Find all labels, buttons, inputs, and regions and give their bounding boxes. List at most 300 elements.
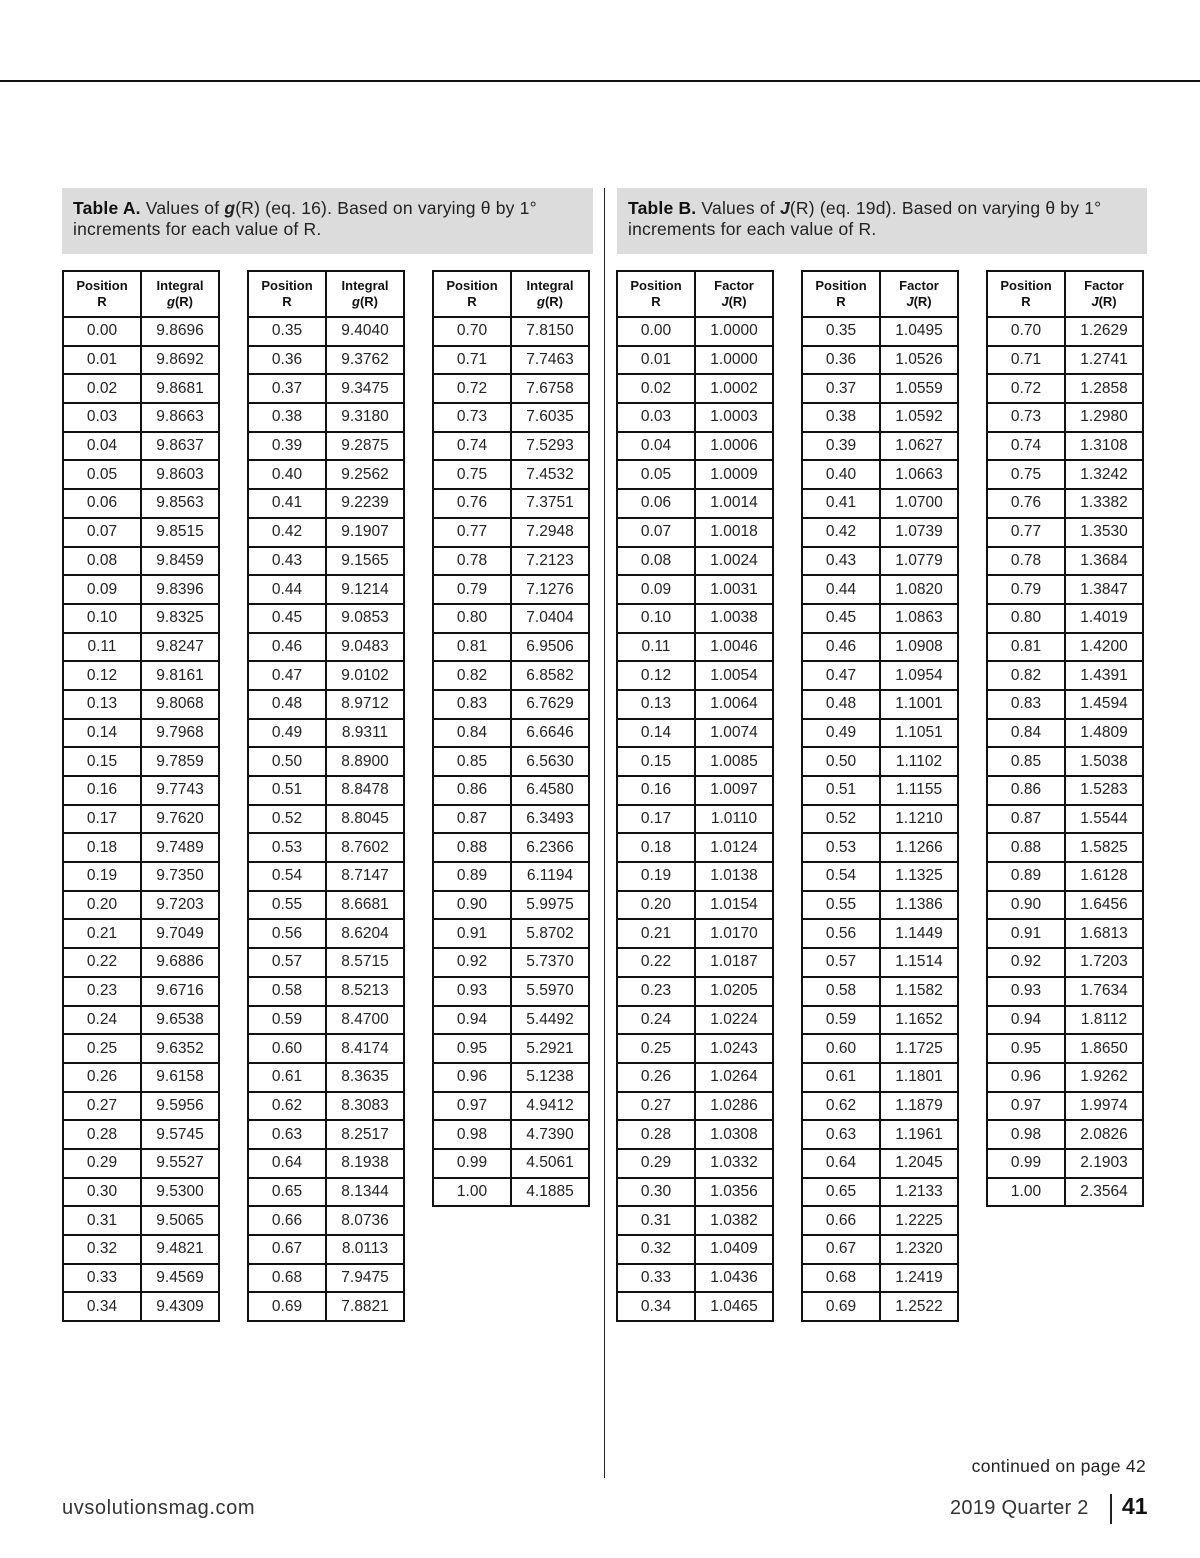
- caption-variable: g: [224, 198, 236, 218]
- position-cell: 0.83: [433, 690, 511, 719]
- position-cell: 0.22: [617, 948, 695, 977]
- table-row: [802, 518, 958, 547]
- table-a-label: Table A.: [73, 198, 141, 218]
- position-cell: 0.85: [987, 747, 1065, 776]
- value-cell: 1.0332: [695, 1149, 773, 1178]
- position-cell: 0.13: [617, 690, 695, 719]
- position-cell: 0.94: [433, 1006, 511, 1035]
- table-row: [433, 1149, 589, 1178]
- value-cell: 8.0113: [326, 1235, 404, 1264]
- value-cell: 7.6758: [511, 374, 589, 403]
- value-cell: 1.6128: [1065, 862, 1143, 891]
- value-cell: 9.5065: [141, 1206, 219, 1235]
- table-row: [248, 1292, 404, 1321]
- position-cell: 0.54: [248, 862, 326, 891]
- value-cell: 5.5970: [511, 977, 589, 1006]
- table-row: [63, 1120, 219, 1149]
- value-cell: 7.6035: [511, 403, 589, 432]
- value-cell: 1.0592: [880, 403, 958, 432]
- position-cell: 0.61: [248, 1063, 326, 1092]
- table-row: [802, 1006, 958, 1035]
- position-cell: 0.77: [433, 518, 511, 547]
- position-cell: 0.04: [63, 432, 141, 461]
- table-a-caption: [62, 188, 593, 254]
- value-cell: 7.7463: [511, 346, 589, 375]
- table-row: [248, 489, 404, 518]
- value-cell: 9.2239: [326, 489, 404, 518]
- table-row: [433, 948, 589, 977]
- value-cell: 8.8478: [326, 776, 404, 805]
- table-row: [63, 489, 219, 518]
- value-cell: 1.2045: [880, 1149, 958, 1178]
- table-row: [248, 747, 404, 776]
- value-cell: 9.7968: [141, 719, 219, 748]
- factor-header: Factor J(R): [695, 271, 773, 317]
- table-row: [802, 891, 958, 920]
- table-row: [617, 633, 773, 662]
- table-row: [802, 1120, 958, 1149]
- table-row: [433, 690, 589, 719]
- table-row: [987, 633, 1143, 662]
- value-cell: 9.0853: [326, 604, 404, 633]
- table-row: [248, 805, 404, 834]
- table-a-part-2: [247, 270, 405, 1322]
- value-cell: 1.5283: [1065, 776, 1143, 805]
- position-cell: 0.51: [802, 776, 880, 805]
- position-cell: 0.72: [987, 374, 1065, 403]
- table-row: [617, 776, 773, 805]
- table-row: [617, 1235, 773, 1264]
- position-cell: 1.00: [987, 1178, 1065, 1207]
- value-cell: 1.0000: [695, 346, 773, 375]
- position-cell: 0.69: [802, 1292, 880, 1321]
- table-row: [63, 1178, 219, 1207]
- value-cell: 9.0483: [326, 633, 404, 662]
- position-cell: 0.99: [987, 1149, 1065, 1178]
- value-cell: 7.9475: [326, 1264, 404, 1293]
- table-row: [63, 891, 219, 920]
- position-cell: 0.12: [63, 661, 141, 690]
- table-row: [248, 317, 404, 346]
- table-row: [617, 1034, 773, 1063]
- table-row: [248, 833, 404, 862]
- table-row: [248, 575, 404, 604]
- table-row: [248, 1149, 404, 1178]
- table-row: [617, 948, 773, 977]
- position-cell: 0.38: [802, 403, 880, 432]
- table-row: [802, 719, 958, 748]
- position-cell: 0.52: [802, 805, 880, 834]
- table-row: [248, 460, 404, 489]
- position-cell: 0.92: [987, 948, 1065, 977]
- value-cell: 1.0286: [695, 1092, 773, 1121]
- caption-variable: J: [779, 198, 790, 218]
- table-row: [987, 1149, 1143, 1178]
- value-cell: 9.1907: [326, 518, 404, 547]
- position-cell: 0.98: [433, 1120, 511, 1149]
- table-row: [248, 518, 404, 547]
- value-cell: 1.7634: [1065, 977, 1143, 1006]
- value-cell: 8.6204: [326, 919, 404, 948]
- table-row: [433, 346, 589, 375]
- table-row: [433, 919, 589, 948]
- position-cell: 0.56: [802, 919, 880, 948]
- value-cell: 9.6538: [141, 1006, 219, 1035]
- caption-text: Values of: [696, 198, 780, 218]
- value-cell: 1.0038: [695, 604, 773, 633]
- table-row: [63, 1006, 219, 1035]
- value-cell: 1.0495: [880, 317, 958, 346]
- position-cell: 0.21: [617, 919, 695, 948]
- value-cell: 9.5300: [141, 1178, 219, 1207]
- table-row: [617, 460, 773, 489]
- position-cell: 0.15: [63, 747, 141, 776]
- table-row: [987, 747, 1143, 776]
- value-cell: 1.2522: [880, 1292, 958, 1321]
- position-cell: 0.74: [433, 432, 511, 461]
- table-row: [63, 1092, 219, 1121]
- position-cell: 0.33: [63, 1264, 141, 1293]
- position-cell: 0.35: [802, 317, 880, 346]
- table-row: [63, 948, 219, 977]
- table-row: [802, 776, 958, 805]
- position-cell: 0.16: [617, 776, 695, 805]
- position-cell: 0.61: [802, 1063, 880, 1092]
- table-row: [802, 1206, 958, 1235]
- value-cell: 2.1903: [1065, 1149, 1143, 1178]
- table-row: [802, 690, 958, 719]
- value-cell: 1.0002: [695, 374, 773, 403]
- position-cell: 0.91: [433, 919, 511, 948]
- position-cell: 0.24: [63, 1006, 141, 1035]
- position-cell: 0.53: [248, 833, 326, 862]
- position-cell: 0.42: [802, 518, 880, 547]
- table-row: [63, 346, 219, 375]
- value-cell: 6.7629: [511, 690, 589, 719]
- table-row: [248, 403, 404, 432]
- position-cell: 0.02: [617, 374, 695, 403]
- position-cell: 0.96: [433, 1063, 511, 1092]
- position-cell: 0.43: [248, 547, 326, 576]
- table-row: [987, 948, 1143, 977]
- position-cell: 0.90: [433, 891, 511, 920]
- value-cell: 1.0264: [695, 1063, 773, 1092]
- position-cell: 0.72: [433, 374, 511, 403]
- value-cell: 9.5956: [141, 1092, 219, 1121]
- position-cell: 0.14: [617, 719, 695, 748]
- position-cell: 0.71: [433, 346, 511, 375]
- value-cell: 1.0006: [695, 432, 773, 461]
- table-row: [433, 518, 589, 547]
- table-b-part-3: [986, 270, 1144, 1207]
- value-cell: 1.2741: [1065, 346, 1143, 375]
- table-row: [987, 1034, 1143, 1063]
- position-cell: 0.01: [63, 346, 141, 375]
- value-cell: 6.2366: [511, 833, 589, 862]
- position-cell: 0.92: [433, 948, 511, 977]
- value-cell: 1.0018: [695, 518, 773, 547]
- value-cell: 9.8396: [141, 575, 219, 604]
- table-row: [433, 1120, 589, 1149]
- position-cell: 0.50: [248, 747, 326, 776]
- value-cell: 1.0085: [695, 747, 773, 776]
- position-header: Position R: [248, 271, 326, 317]
- value-cell: 1.0382: [695, 1206, 773, 1235]
- value-cell: 8.1938: [326, 1149, 404, 1178]
- position-cell: 0.00: [617, 317, 695, 346]
- position-cell: 0.67: [802, 1235, 880, 1264]
- table-row: [63, 374, 219, 403]
- top-rule: [0, 80, 1200, 82]
- position-cell: 0.49: [802, 719, 880, 748]
- position-cell: 0.36: [802, 346, 880, 375]
- position-cell: 0.10: [63, 604, 141, 633]
- table-row: [433, 489, 589, 518]
- position-cell: 0.11: [63, 633, 141, 662]
- value-cell: 1.1725: [880, 1034, 958, 1063]
- position-cell: 0.37: [248, 374, 326, 403]
- table-row: [63, 690, 219, 719]
- table-row: [802, 1264, 958, 1293]
- table-row: [63, 977, 219, 1006]
- position-cell: 0.64: [802, 1149, 880, 1178]
- value-cell: 1.6456: [1065, 891, 1143, 920]
- value-cell: 1.3382: [1065, 489, 1143, 518]
- value-cell: 1.4594: [1065, 690, 1143, 719]
- value-cell: 1.0526: [880, 346, 958, 375]
- position-cell: 0.58: [802, 977, 880, 1006]
- position-cell: 0.60: [248, 1034, 326, 1063]
- table-row: [248, 1264, 404, 1293]
- value-cell: 1.0863: [880, 604, 958, 633]
- position-cell: 0.41: [802, 489, 880, 518]
- value-cell: 1.9974: [1065, 1092, 1143, 1121]
- position-cell: 0.07: [617, 518, 695, 547]
- table-row: [63, 805, 219, 834]
- position-cell: 1.00: [433, 1178, 511, 1207]
- position-header: Position R: [63, 271, 141, 317]
- value-cell: 1.3530: [1065, 518, 1143, 547]
- table-row: [248, 719, 404, 748]
- position-cell: 0.75: [987, 460, 1065, 489]
- table-row: [802, 432, 958, 461]
- table-row: [63, 575, 219, 604]
- table-row: [987, 432, 1143, 461]
- table-row: [248, 604, 404, 633]
- table-row: [63, 776, 219, 805]
- position-cell: 0.01: [617, 346, 695, 375]
- table-row: [433, 1063, 589, 1092]
- table-row: [802, 948, 958, 977]
- position-cell: 0.89: [433, 862, 511, 891]
- table-row: [802, 1235, 958, 1264]
- value-cell: 1.4391: [1065, 661, 1143, 690]
- position-cell: 0.98: [987, 1120, 1065, 1149]
- position-cell: 0.79: [433, 575, 511, 604]
- table-row: [987, 374, 1143, 403]
- position-cell: 0.50: [802, 747, 880, 776]
- table-row: [617, 374, 773, 403]
- position-cell: 0.55: [802, 891, 880, 920]
- table-row: [63, 403, 219, 432]
- position-cell: 0.47: [248, 661, 326, 690]
- value-cell: 1.0009: [695, 460, 773, 489]
- value-cell: 8.4174: [326, 1034, 404, 1063]
- position-cell: 0.59: [802, 1006, 880, 1035]
- value-cell: 1.2980: [1065, 403, 1143, 432]
- position-cell: 0.87: [987, 805, 1065, 834]
- value-cell: 7.8821: [326, 1292, 404, 1321]
- table-row: [433, 1092, 589, 1121]
- position-cell: 0.16: [63, 776, 141, 805]
- value-cell: 9.8068: [141, 690, 219, 719]
- table-row: [802, 374, 958, 403]
- table-row: [433, 604, 589, 633]
- integral-header: Integral g(R): [141, 271, 219, 317]
- position-cell: 0.84: [433, 719, 511, 748]
- value-cell: 9.8603: [141, 460, 219, 489]
- position-cell: 0.44: [248, 575, 326, 604]
- position-cell: 0.13: [63, 690, 141, 719]
- position-cell: 0.68: [248, 1264, 326, 1293]
- value-cell: 5.4492: [511, 1006, 589, 1035]
- table-row: [802, 403, 958, 432]
- table-row: [433, 862, 589, 891]
- position-cell: 0.65: [802, 1178, 880, 1207]
- value-cell: 9.5527: [141, 1149, 219, 1178]
- position-cell: 0.31: [63, 1206, 141, 1235]
- value-cell: 5.7370: [511, 948, 589, 977]
- value-cell: 1.3242: [1065, 460, 1143, 489]
- column-divider: [604, 188, 605, 1478]
- table-row: [433, 460, 589, 489]
- table-row: [987, 575, 1143, 604]
- table-row: [248, 374, 404, 403]
- position-cell: 0.22: [63, 948, 141, 977]
- value-cell: 9.7350: [141, 862, 219, 891]
- value-cell: 1.3684: [1065, 547, 1143, 576]
- value-cell: 8.8900: [326, 747, 404, 776]
- table-row: [248, 690, 404, 719]
- position-cell: 0.91: [987, 919, 1065, 948]
- value-cell: 1.0700: [880, 489, 958, 518]
- table-row: [248, 919, 404, 948]
- value-cell: 2.0826: [1065, 1120, 1143, 1149]
- position-cell: 0.44: [802, 575, 880, 604]
- position-cell: 0.30: [617, 1178, 695, 1207]
- position-header: Position R: [802, 271, 880, 317]
- table-b-part-2: [801, 270, 959, 1322]
- position-cell: 0.05: [63, 460, 141, 489]
- value-cell: 9.8663: [141, 403, 219, 432]
- value-cell: 1.1514: [880, 948, 958, 977]
- position-cell: 0.73: [433, 403, 511, 432]
- position-cell: 0.54: [802, 862, 880, 891]
- table-row: [987, 460, 1143, 489]
- table-row: [802, 661, 958, 690]
- table-row: [802, 604, 958, 633]
- value-cell: 1.2629: [1065, 317, 1143, 346]
- table-row: [248, 547, 404, 576]
- table-header-row: [802, 271, 958, 317]
- value-cell: 7.2948: [511, 518, 589, 547]
- table-header-row: [248, 271, 404, 317]
- value-cell: 1.0074: [695, 719, 773, 748]
- value-cell: 1.1449: [880, 919, 958, 948]
- value-cell: 9.6886: [141, 948, 219, 977]
- position-cell: 0.25: [63, 1034, 141, 1063]
- table-row: [987, 862, 1143, 891]
- table-row: [433, 977, 589, 1006]
- table-row: [617, 977, 773, 1006]
- position-cell: 0.66: [248, 1206, 326, 1235]
- value-cell: 7.8150: [511, 317, 589, 346]
- value-cell: 1.8112: [1065, 1006, 1143, 1035]
- position-cell: 0.36: [248, 346, 326, 375]
- value-cell: 1.5038: [1065, 747, 1143, 776]
- table-row: [802, 346, 958, 375]
- table-row: [63, 460, 219, 489]
- position-cell: 0.80: [433, 604, 511, 633]
- value-cell: 9.8247: [141, 633, 219, 662]
- table-row: [802, 919, 958, 948]
- position-cell: 0.27: [617, 1092, 695, 1121]
- value-cell: 5.2921: [511, 1034, 589, 1063]
- position-cell: 0.96: [987, 1063, 1065, 1092]
- value-cell: 1.0138: [695, 862, 773, 891]
- table-row: [248, 862, 404, 891]
- position-cell: 0.18: [63, 833, 141, 862]
- table-row: [802, 833, 958, 862]
- value-cell: 7.0404: [511, 604, 589, 633]
- table-row: [63, 747, 219, 776]
- value-cell: 1.0663: [880, 460, 958, 489]
- table-row: [617, 518, 773, 547]
- table-row: [987, 1092, 1143, 1121]
- table-row: [248, 948, 404, 977]
- factor-header: Factor J(R): [880, 271, 958, 317]
- position-cell: 0.87: [433, 805, 511, 834]
- value-cell: 1.1879: [880, 1092, 958, 1121]
- position-cell: 0.29: [63, 1149, 141, 1178]
- table-row: [433, 633, 589, 662]
- table-row: [802, 1149, 958, 1178]
- position-cell: 0.40: [248, 460, 326, 489]
- position-cell: 0.24: [617, 1006, 695, 1035]
- table-row: [802, 317, 958, 346]
- value-cell: 1.0014: [695, 489, 773, 518]
- table-row: [433, 891, 589, 920]
- value-cell: 8.4700: [326, 1006, 404, 1035]
- table-row: [433, 1006, 589, 1035]
- table-row: [987, 403, 1143, 432]
- table-row: [617, 1264, 773, 1293]
- position-cell: 0.88: [433, 833, 511, 862]
- value-cell: 8.9712: [326, 690, 404, 719]
- value-cell: 1.0205: [695, 977, 773, 1006]
- value-cell: 4.5061: [511, 1149, 589, 1178]
- position-cell: 0.68: [802, 1264, 880, 1293]
- value-cell: 1.0097: [695, 776, 773, 805]
- value-cell: 9.8515: [141, 518, 219, 547]
- value-cell: 8.5213: [326, 977, 404, 1006]
- table-row: [987, 547, 1143, 576]
- table-b-label: Table B.: [628, 198, 697, 218]
- value-cell: 5.1238: [511, 1063, 589, 1092]
- table-row: [63, 1235, 219, 1264]
- table-row: [63, 1206, 219, 1235]
- value-cell: 9.6352: [141, 1034, 219, 1063]
